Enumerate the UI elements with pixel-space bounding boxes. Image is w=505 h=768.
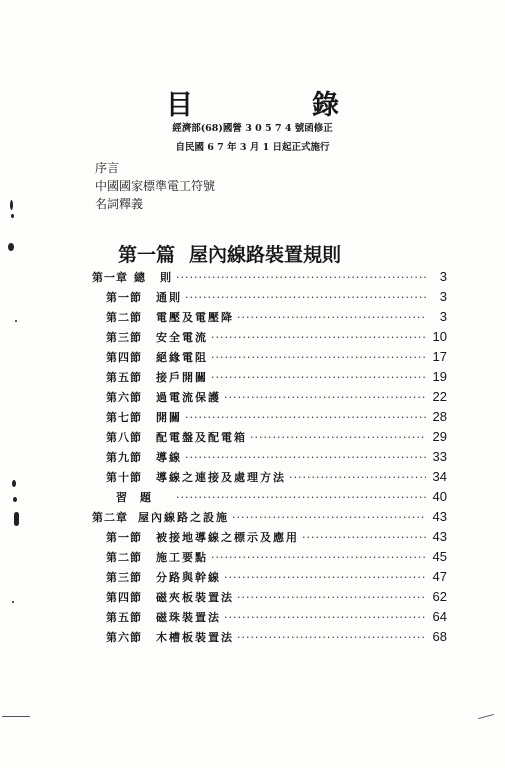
scan-speck <box>12 480 16 487</box>
toc-number: 第三節 <box>106 331 142 344</box>
toc-section-row[interactable] <box>106 529 447 549</box>
scan-edge-line <box>2 716 30 717</box>
toc-leader-dots <box>211 371 426 384</box>
toc-leader-dots <box>224 391 426 404</box>
scan-speck <box>10 200 13 210</box>
toc-number: 第六節 <box>106 631 142 644</box>
toc-title: 配電盤及配電箱 <box>156 431 247 444</box>
toc-page-number: 68 <box>432 629 447 644</box>
front-matter <box>95 159 215 213</box>
toc-title: 絕緣電阻 <box>156 351 208 364</box>
toc-chapter-row[interactable] <box>92 269 447 289</box>
toc-leader-dots <box>237 591 426 604</box>
toc-page-number: 40 <box>432 489 447 504</box>
toc-title: 被接地導線之標示及應用 <box>156 531 299 544</box>
toc-leader-dots <box>176 491 426 504</box>
toc-section-row[interactable] <box>106 349 447 369</box>
front-matter-preface[interactable]: 序言 <box>95 161 120 175</box>
toc-page-number: 19 <box>432 369 447 384</box>
toc-leader-dots <box>211 331 426 344</box>
toc-page-number: 62 <box>432 589 447 604</box>
front-matter-symbols[interactable]: 中國國家標準電工符號 <box>95 179 216 193</box>
decree-line-1: 經濟部(68)國營 3 0 5 7 4 號函修正 <box>172 123 333 134</box>
toc-number: 第八節 <box>106 431 142 444</box>
toc-number: 第一節 <box>106 531 142 544</box>
toc-section-row[interactable] <box>106 569 447 589</box>
page-title: 目 錄 <box>166 90 385 121</box>
toc-page-number: 3 <box>439 269 447 284</box>
toc-number: 第二章 <box>92 511 128 524</box>
toc-leader-dots <box>224 571 426 584</box>
toc-section-row[interactable] <box>106 369 447 389</box>
toc-page-number: 43 <box>432 509 447 524</box>
toc-number: 第七節 <box>106 411 142 424</box>
toc-section-row[interactable] <box>106 409 447 429</box>
scan-edge-line <box>478 714 494 719</box>
toc-title: 過電流保護 <box>156 391 221 404</box>
toc-number: 第六節 <box>106 391 142 404</box>
toc-leader-dots <box>302 531 426 544</box>
toc-section-row[interactable] <box>106 389 447 409</box>
toc-title: 磁夾板裝置法 <box>156 591 234 604</box>
toc-exercises-row[interactable] <box>116 489 447 509</box>
toc-leader-dots <box>237 631 426 644</box>
toc-page-number: 34 <box>432 469 447 484</box>
toc-page-number: 33 <box>432 449 447 464</box>
toc-section-row[interactable] <box>106 429 447 449</box>
toc-title: 木槽板裝置法 <box>156 631 234 644</box>
toc-leader-dots <box>211 551 426 564</box>
toc-leader-dots <box>176 271 426 284</box>
toc-section-row[interactable] <box>106 549 447 569</box>
toc-number: 第五節 <box>106 371 142 384</box>
toc-section-row[interactable] <box>106 309 447 329</box>
toc-number: 第十節 <box>106 471 142 484</box>
scan-speck <box>8 243 14 251</box>
scan-speck <box>13 497 17 502</box>
toc-section-row[interactable] <box>106 609 447 629</box>
toc-title: 開關 <box>156 411 182 424</box>
toc-number: 第二節 <box>106 551 142 564</box>
toc-page-number: 43 <box>432 529 447 544</box>
toc-page-number: 3 <box>439 309 447 324</box>
scan-speck <box>11 214 14 218</box>
toc-number: 第一章 <box>92 271 128 284</box>
toc-section-row[interactable] <box>106 469 447 489</box>
toc-title: 分路與幹線 <box>156 571 221 584</box>
toc-number: 第九節 <box>106 451 142 464</box>
toc-section-row[interactable] <box>106 289 447 309</box>
toc-number: 第二節 <box>106 311 142 324</box>
toc-section-row[interactable] <box>106 629 447 649</box>
toc-page-number: 64 <box>432 609 447 624</box>
toc-chapter-row[interactable] <box>92 509 447 529</box>
toc-leader-dots <box>211 351 426 364</box>
toc-title: 安全電流 <box>156 331 208 344</box>
toc-number: 第三節 <box>106 571 142 584</box>
front-matter-glossary[interactable]: 名詞釋義 <box>95 197 144 211</box>
toc-leader-dots <box>289 471 426 484</box>
toc-number: 第四節 <box>106 591 142 604</box>
scan-speck <box>14 512 19 526</box>
toc-title: 電壓及電壓降 <box>156 311 234 324</box>
scan-speck <box>15 320 17 322</box>
toc-page-number: 29 <box>432 429 447 444</box>
part-heading <box>118 240 341 267</box>
toc-page-number: 22 <box>432 389 447 404</box>
toc-title: 導線之連接及處理方法 <box>156 471 286 484</box>
toc-page-number: 45 <box>432 549 447 564</box>
part-number: 第一篇 <box>118 244 176 266</box>
toc-leader-dots <box>185 411 426 424</box>
scan-speck <box>12 601 14 603</box>
toc-number: 第五節 <box>106 611 142 624</box>
toc-section-row[interactable] <box>106 329 447 349</box>
toc-page-number: 10 <box>432 329 447 344</box>
toc-section-row[interactable] <box>106 589 447 609</box>
toc-title: 施工要點 <box>156 551 208 564</box>
toc-title: 屋內線路之設施 <box>138 511 229 524</box>
decree-line-2: 自民國 6 7 年 3 月 1 日起正式施行 <box>175 142 330 153</box>
toc-number: 習 題 <box>116 491 152 504</box>
toc-leader-dots <box>250 431 426 444</box>
toc-section-row[interactable] <box>106 449 447 469</box>
toc-page-number: 47 <box>432 569 447 584</box>
toc-title: 通則 <box>156 291 182 304</box>
toc-leader-dots <box>232 511 426 524</box>
toc-page-number: 28 <box>432 409 447 424</box>
toc-title: 接戶開關 <box>156 371 208 384</box>
toc-leader-dots <box>185 291 426 304</box>
toc-page-number: 3 <box>439 289 447 304</box>
toc-title: 總 則 <box>134 271 173 284</box>
part-title: 屋內線路裝置規則 <box>189 244 342 266</box>
toc-number: 第四節 <box>106 351 142 364</box>
toc-leader-dots <box>185 451 426 464</box>
toc-page-number: 17 <box>432 349 447 364</box>
toc-leader-dots <box>237 311 426 324</box>
toc-title: 磁珠裝置法 <box>156 611 221 624</box>
toc-number: 第一節 <box>106 291 142 304</box>
toc-leader-dots <box>224 611 426 624</box>
toc-title: 導線 <box>156 451 182 464</box>
